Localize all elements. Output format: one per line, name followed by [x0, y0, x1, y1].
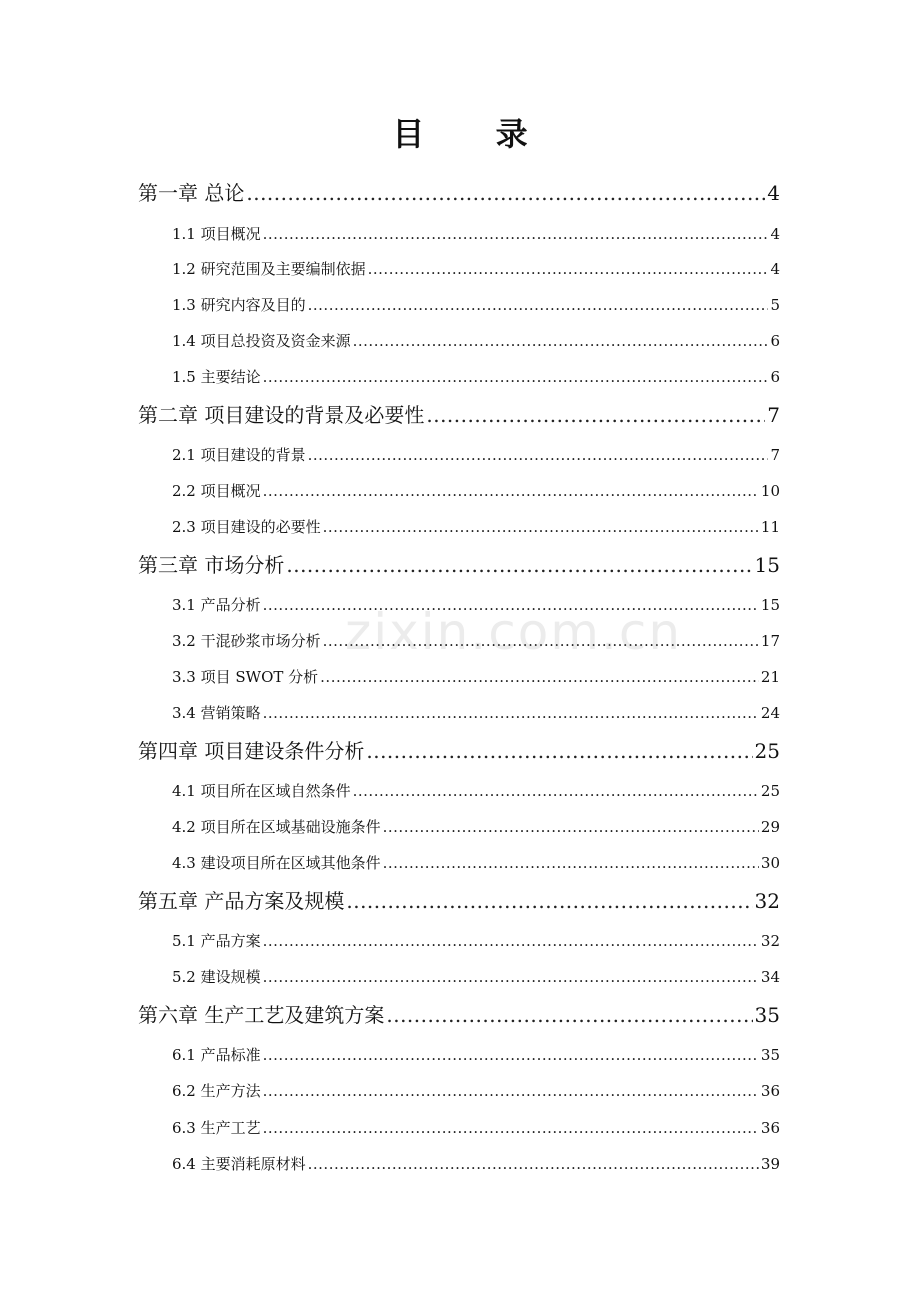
- toc-section-1-1[interactable]: [172, 222, 780, 246]
- toc-section-4-3[interactable]: [172, 851, 780, 875]
- dot-leader: [263, 365, 769, 389]
- toc-section-6-2[interactable]: [172, 1079, 780, 1103]
- toc-page-number: 5: [770, 296, 780, 314]
- toc-chapter-3[interactable]: [138, 550, 780, 580]
- toc-page-number: 4: [767, 181, 780, 205]
- toc-chapter-4[interactable]: [138, 736, 780, 766]
- page-title: 目 录: [392, 115, 558, 153]
- toc-page-number: 25: [760, 782, 780, 800]
- dot-leader: [263, 1043, 759, 1067]
- toc-label: 第五章 产品方案及规模: [138, 889, 345, 913]
- toc-label: 6.2 生产方法: [172, 1082, 261, 1100]
- toc-section-4-2[interactable]: [172, 815, 780, 839]
- toc-page-number: 21: [760, 668, 780, 686]
- toc-label: 1.5 主要结论: [172, 368, 261, 386]
- dot-leader: [383, 851, 759, 875]
- toc-section-1-4[interactable]: [172, 329, 780, 353]
- toc-section-5-2[interactable]: [172, 965, 780, 989]
- toc-page-number: 10: [760, 482, 780, 500]
- toc-label: 3.4 营销策略: [172, 704, 261, 722]
- toc-section-2-1[interactable]: [172, 443, 780, 467]
- toc-section-1-5[interactable]: [172, 365, 780, 389]
- toc-page-number: 4: [770, 225, 780, 243]
- toc-section-2-3[interactable]: [172, 515, 780, 539]
- toc-section-1-2[interactable]: [172, 257, 780, 281]
- dot-leader: [263, 593, 759, 617]
- toc-section-6-4[interactable]: [172, 1152, 780, 1176]
- toc-page-number: 30: [760, 854, 780, 872]
- toc-section-6-1[interactable]: [172, 1043, 780, 1067]
- dot-leader: [353, 779, 759, 803]
- dot-leader: [368, 257, 769, 281]
- toc-page-number: 15: [760, 596, 780, 614]
- toc-label: 第四章 项目建设条件分析: [138, 739, 365, 763]
- toc-section-6-3[interactable]: [172, 1116, 780, 1140]
- toc-section-5-1[interactable]: [172, 929, 780, 953]
- toc-page-number: 17: [760, 632, 780, 650]
- toc-page-number: 29: [760, 818, 780, 836]
- toc-section-3-3[interactable]: [172, 665, 780, 689]
- toc-page-number: 35: [754, 1003, 780, 1027]
- toc-page-number: 34: [760, 968, 780, 986]
- toc-label: 1.1 项目概况: [172, 225, 261, 243]
- toc-chapter-5[interactable]: [138, 886, 780, 916]
- toc-section-3-1[interactable]: [172, 593, 780, 617]
- dot-leader: [346, 886, 752, 916]
- dot-leader: [263, 929, 759, 953]
- toc-label: 2.1 项目建设的背景: [172, 446, 306, 464]
- toc-label: 6.1 产品标准: [172, 1046, 261, 1064]
- toc-section-3-4[interactable]: [172, 701, 780, 725]
- toc-page-number: 4: [770, 260, 780, 278]
- toc-section-1-3[interactable]: [172, 293, 780, 317]
- toc-page-number: 11: [760, 518, 780, 536]
- toc-page-number: 24: [760, 704, 780, 722]
- dot-leader: [308, 293, 769, 317]
- dot-leader: [426, 400, 765, 430]
- toc-label: 1.4 项目总投资及资金来源: [172, 332, 351, 350]
- dot-leader: [263, 701, 759, 725]
- toc-page-number: 25: [754, 739, 780, 763]
- dot-leader: [263, 222, 769, 246]
- toc-label: 3.3 项目 SWOT 分析: [172, 668, 319, 686]
- toc-page-number: 36: [760, 1082, 780, 1100]
- watermark: zixin.com.cn: [345, 603, 683, 661]
- toc-chapter-1[interactable]: [138, 178, 780, 208]
- toc-chapter-2[interactable]: [138, 400, 780, 430]
- toc-page-number: 35: [760, 1046, 780, 1064]
- toc-page-number: 36: [760, 1119, 780, 1137]
- toc-label: 1.2 研究范围及主要编制依据: [172, 260, 366, 278]
- toc-label: 3.2 干混砂浆市场分析: [172, 632, 321, 650]
- toc-label: 5.2 建设规模: [172, 968, 261, 986]
- dot-leader: [320, 665, 759, 689]
- toc-label: 第二章 项目建设的背景及必要性: [138, 403, 425, 427]
- toc-section-2-2[interactable]: [172, 479, 780, 503]
- dot-leader: [308, 443, 769, 467]
- toc-label: 第一章 总论: [138, 181, 245, 205]
- toc-label: 4.1 项目所在区域自然条件: [172, 782, 351, 800]
- dot-leader: [383, 815, 759, 839]
- toc-label: 第六章 生产工艺及建筑方案: [138, 1003, 385, 1027]
- toc-label: 6.4 主要消耗原材料: [172, 1155, 306, 1173]
- dot-leader: [366, 736, 752, 766]
- toc-page-number: 32: [760, 932, 780, 950]
- toc-page-number: 15: [754, 553, 780, 577]
- toc-label: 3.1 产品分析: [172, 596, 261, 614]
- dot-leader: [263, 1079, 759, 1103]
- dot-leader: [263, 1116, 759, 1140]
- toc-label: 4.3 建设项目所在区域其他条件: [172, 854, 381, 872]
- dot-leader: [323, 629, 759, 653]
- toc-label: 4.2 项目所在区域基础设施条件: [172, 818, 381, 836]
- dot-leader: [286, 550, 752, 580]
- toc-chapter-6[interactable]: [138, 1000, 780, 1030]
- dot-leader: [323, 515, 759, 539]
- dot-leader: [386, 1000, 752, 1030]
- toc-label: 2.2 项目概况: [172, 482, 261, 500]
- toc-page-number: 32: [754, 889, 780, 913]
- toc-label: 5.1 产品方案: [172, 932, 261, 950]
- dot-leader: [263, 965, 759, 989]
- dot-leader: [246, 178, 765, 208]
- toc-label: 2.3 项目建设的必要性: [172, 518, 321, 536]
- toc-page-number: 7: [767, 403, 780, 427]
- dot-leader: [263, 479, 759, 503]
- dot-leader: [308, 1152, 759, 1176]
- toc-section-3-2[interactable]: [172, 629, 780, 653]
- toc-section-4-1[interactable]: [172, 779, 780, 803]
- toc-page-number: 39: [760, 1155, 780, 1173]
- toc-label: 第三章 市场分析: [138, 553, 285, 577]
- dot-leader: [353, 329, 769, 353]
- toc-label: 6.3 生产工艺: [172, 1119, 261, 1137]
- toc-label: 1.3 研究内容及目的: [172, 296, 306, 314]
- toc-page-number: 6: [770, 368, 780, 386]
- toc-page-number: 7: [770, 446, 780, 464]
- toc-page-number: 6: [770, 332, 780, 350]
